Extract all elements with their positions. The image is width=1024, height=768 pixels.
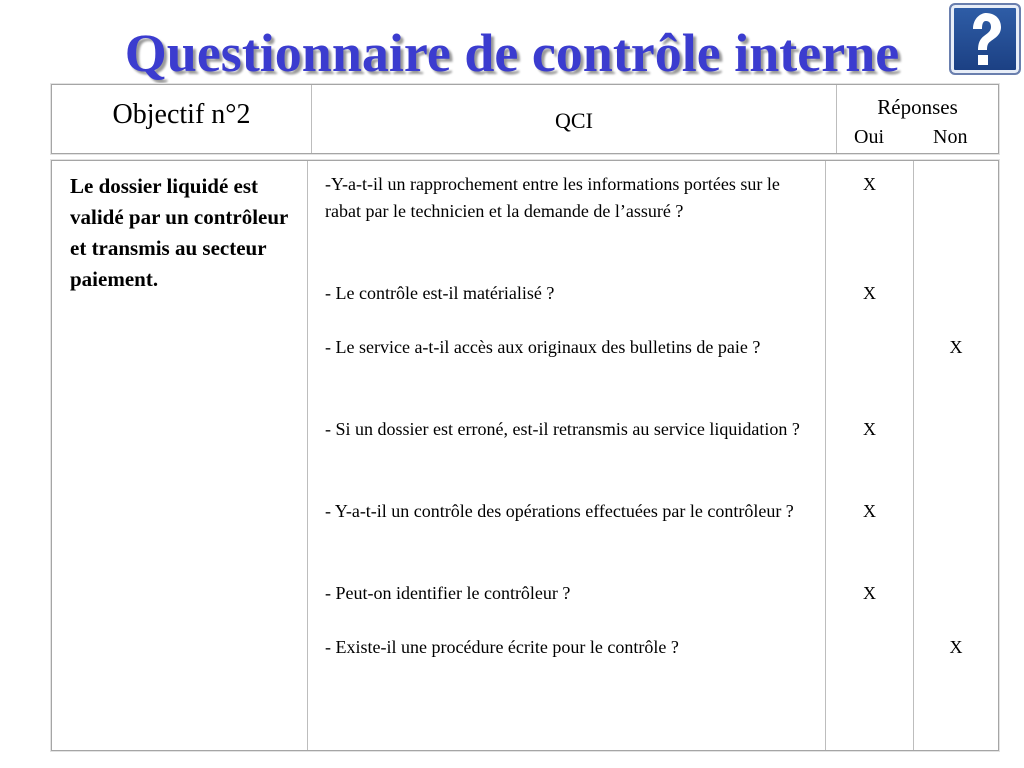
question-3: - Le service a-t-il accès aux originaux des bulletins de paie ? <box>325 337 761 357</box>
non-column <box>914 161 998 750</box>
header-oui: Oui <box>854 126 884 148</box>
answer-oui-6: X <box>863 583 876 603</box>
objective-column <box>52 161 308 750</box>
header-qci: QCI <box>312 85 837 153</box>
answer-oui-2: X <box>863 283 876 303</box>
question-4: - Si un dossier est erroné, est-il retransmis au service liquidation ? <box>325 419 800 439</box>
answer-oui-5: X <box>863 501 876 521</box>
objective-description: Le dossier liquidé est validé par un contrôleur et transmis au secteur paiement. <box>70 174 288 291</box>
answer-oui-1: X <box>863 174 876 194</box>
question-7: - Existe-il une procédure écrite pour le contrôle ? <box>325 637 679 657</box>
table-body <box>51 160 999 751</box>
help-button[interactable] <box>949 3 1021 75</box>
page-title: Questionnaire de contrôle interne <box>124 23 900 83</box>
question-5: - Y-a-t-il un contrôle des opérations effectuées par le contrôleur ? <box>325 501 794 521</box>
answer-non-3: X <box>949 337 963 357</box>
question-2: - Le contrôle est-il matérialisé ? <box>325 283 555 303</box>
header-objective: Objectif n°2 <box>52 85 312 153</box>
answer-non-7: X <box>949 637 963 657</box>
table-header <box>51 84 999 154</box>
question-mark-icon <box>951 5 1019 73</box>
question-6: - Peut-on identifier le contrôleur ? <box>325 583 571 603</box>
header-responses-title: Réponses <box>877 95 958 119</box>
oui-column <box>826 161 914 750</box>
question-1: -Y-a-t-il un rapprochement entre les informations portées sur le rabat par le technicien et la demande de l’assuré ? <box>325 174 780 221</box>
header-responses <box>837 85 998 153</box>
questions-column <box>308 161 826 750</box>
header-non: Non <box>933 126 968 148</box>
answer-oui-4: X <box>863 419 876 439</box>
